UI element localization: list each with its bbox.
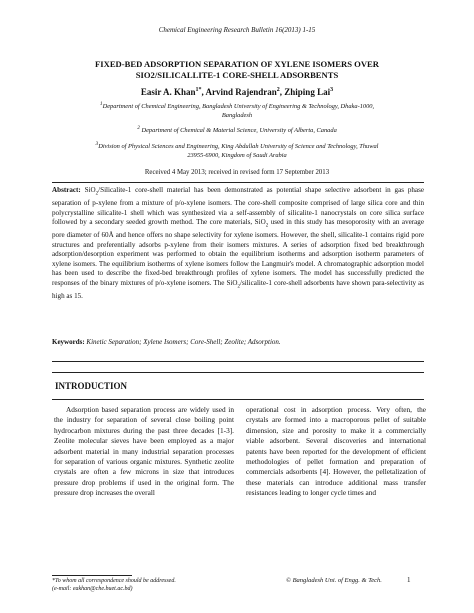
author-3: Zhiping Lai [284,87,331,97]
author-list: Easir A. Khan$^{1*}$, Arvind Rajendran$^2$, Zhiping Lai$^3$ [140,87,334,97]
journal-header: Chemical Engineering Research Bulletin 16(2013) 1-15 [158,26,316,34]
correspondence-footnote: *To whom all correspondence should be addressed. (e-mail: eakhan@che.buet.ac.bd) [52,578,176,592]
intro-column-right: operational cost in adsorption process. Very often, the crystals are formed into a macroporous pellet of suitable dimension, size and porosity to make it a commercially viable adsorbent. Several discoveries and international patents have been reported for the development of efficient methodologies of pellet formation and preparation of commercials adsorbents [4]. However, the pelletalization of these materials can introduce additional mass transfer resistances leading to longer cycle times and [246,405,426,498]
author-1-sup: 1* [195,87,202,93]
abstract-text: Abstract: SiO$_2$/Silicalite-1 core-shell material has been demonstrated as potential shape selective adsorbent in gas phase separation of p-xylene from a mixture of p/o-xylene isomers. The core-shell composite comprised of large silica core and thin polycrystalline silicalite-1 shell which was synthesized via a self-assembly of silicalite-1 nanocrystals on core silica surface followed by a secondary seeded growth method. The core materials, SiO$_2$ used in this study has mesoporosity with an average pore diameter of 60Å and hence offers no shape selectivity for xylene isomers. However, the shell, silicalite-1 contains rigid pore structures and preferentially adsorbs p-xylene from their isomers mixtures. A series of adsorption fixed bed breakthrough adsorption/desorption experiment was performed to obtain the equilibrium isotherms and adsorption isotherm parameters of xylene isomers. The equilibrium isotherms of xylene isomers follow the Langmuir's model. A chromatographic adsorption model has been used to describe the fixed-bed breakthrough profiles of xylene isomers. The model has successfully predicted the responses of the binary mixtures of p/o-xylene isomers. The SiO$_2$/silicalite-1 core-shell adsorbents have shown para-selectivity as high as 15. [52,186,425,300]
keywords-label: Keywords: [52,338,85,346]
paper-title [30,59,444,81]
author-2-sup: 2 [276,87,280,93]
affiliation-2: $^2$ Department of Chemical & Material Science, University of Alberta, Canada [137,125,337,135]
section-heading-introduction: INTRODUCTION [55,381,128,391]
affiliation-3: $^3$Division of Physical Sciences and Engineering, King Abdullah University of Science and Technology, Thuwal 23955-6900, Kingdom of Saudi Arabia [95,141,379,160]
copyright-notice: © Bangladesh Uni. of Engg. & Tech. [286,577,382,584]
author-1: Easir A. Khan [140,87,196,97]
page-number: 1 [407,576,411,584]
title-line-1: FIXED-BED ADSORPTION SEPARATION OF XYLENE ISOMERS OVER [95,59,379,69]
author-3-sup: 3 [330,87,334,93]
affiliation-1: $^1$Department of Chemical Engineering, Bangladesh University of Engineering & Technology, Dhaka-1000, Bangladesh [99,101,375,120]
keywords [52,338,424,346]
title-line-2: SIO2/SILICALLITE-1 CORE-SHELL ADSORBENTS [135,70,339,80]
received-dates: Received 4 May 2013; received in revised form 17 September 2013 [144,169,330,176]
abstract-label: Abstract: [52,186,81,194]
keywords-text: Kinetic Separation; Xylene Isomers; Core-Shell; Zeolite; Adsorption. [86,338,281,346]
author-2: Arvind Rajendran [205,87,277,97]
footnote-rule [52,575,132,576]
intro-column-left: Adsorption based separation process are widely used in the industry for separation of several close boiling point hydrocarbon mixtures during the past three decades [1-3]. Zeolite molecular sieves have been employed as a major adsorbent material in many industrial separation processes for separation of various organic mixtures. Synthetic zeolite crystals are often a few microns in size that introduces pressure drop problems if used in the original form. The pressure drop increases the overall [54,405,234,498]
